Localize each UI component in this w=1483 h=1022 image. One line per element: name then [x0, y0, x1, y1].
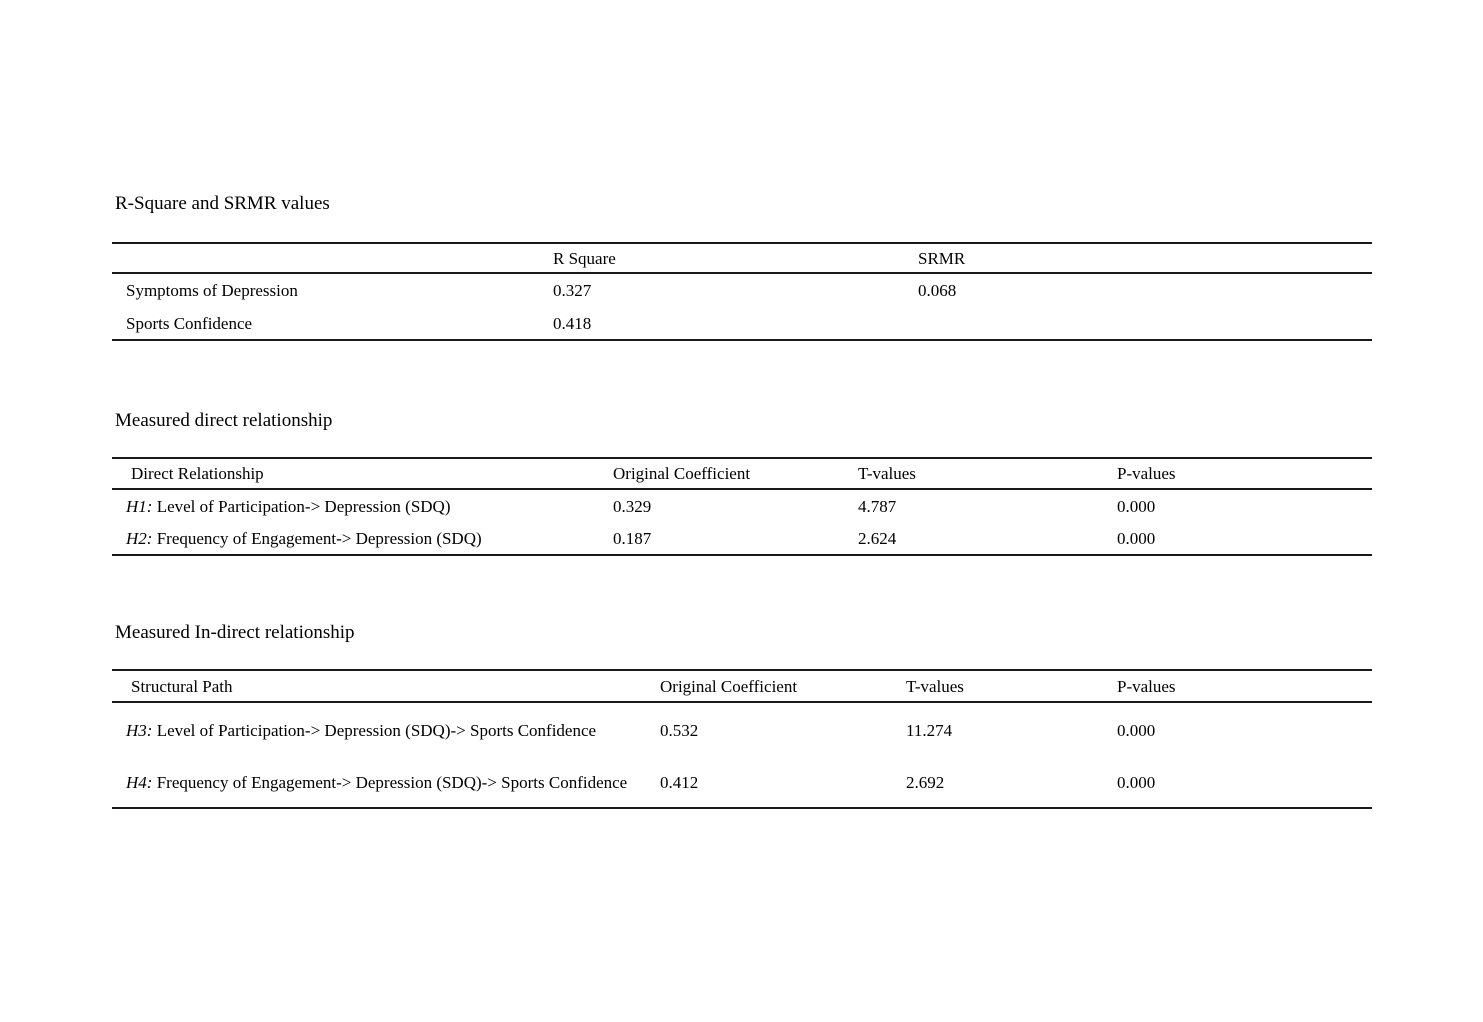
- table-row-h4: [112, 757, 1372, 808]
- hypothesis-text: Frequency of Engagement-> Depression (SDQ): [152, 528, 482, 548]
- section-title-rsquare: R-Square and SRMR values: [115, 193, 330, 214]
- direct-relationship-table: [112, 457, 1372, 556]
- table-row: [112, 307, 1372, 340]
- table-header-row: [112, 243, 1372, 273]
- hypothesis-label: [112, 522, 613, 555]
- hypothesis-id: H2:: [126, 528, 153, 548]
- table-header-row: [112, 458, 1372, 489]
- header-p-values: P-values: [1117, 676, 1176, 696]
- table-row: [112, 273, 1372, 307]
- header-structural-path: Structural Path: [131, 676, 233, 696]
- row-label: Symptoms of Depression: [126, 281, 298, 300]
- srmr-value: [918, 307, 1372, 340]
- header-srmr: SRMR: [918, 248, 966, 268]
- table-row-h1: [112, 489, 1372, 522]
- t-value: 2.692: [906, 772, 945, 792]
- t-value: 2.624: [858, 528, 897, 548]
- hypothesis-id: H3:: [126, 720, 153, 740]
- table-header-row: [112, 670, 1372, 702]
- header-direct-relationship: Direct Relationship: [131, 464, 264, 483]
- hypothesis-label: [112, 757, 660, 808]
- r-square-value: 0.418: [553, 313, 592, 333]
- table-row-h2: [112, 522, 1372, 555]
- p-value: 0.000: [1117, 528, 1156, 548]
- header-t-values: T-values: [858, 464, 916, 483]
- header-original-coefficient: Original Coefficient: [660, 676, 798, 696]
- coefficient-value: 0.532: [660, 720, 699, 740]
- srmr-value: 0.068: [918, 281, 957, 300]
- indirect-relationship-table: [112, 669, 1372, 809]
- header-original-coefficient: Original Coefficient: [613, 464, 751, 483]
- header-t-values: T-values: [906, 676, 964, 696]
- coefficient-value: 0.412: [660, 772, 699, 792]
- hypothesis-text: Level of Participation-> Depression (SDQ)-> Sports Confidence: [152, 720, 597, 740]
- table-row-h3: [112, 702, 1372, 757]
- coefficient-value: 0.329: [613, 496, 652, 516]
- hypothesis-label: [112, 702, 660, 757]
- hypothesis-text: Level of Participation-> Depression (SDQ): [152, 496, 451, 516]
- t-value: 4.787: [858, 496, 897, 516]
- coefficient-value: 0.187: [613, 528, 652, 548]
- section-title-indirect: Measured In-direct relationship: [115, 622, 355, 643]
- header-p-values: P-values: [1117, 464, 1176, 483]
- p-value: 0.000: [1117, 496, 1156, 516]
- p-value: 0.000: [1117, 720, 1156, 740]
- t-value: 11.274: [906, 720, 953, 740]
- header-empty: [112, 243, 553, 273]
- rsquare-srmr-table: [112, 242, 1372, 341]
- hypothesis-id: H4:: [126, 772, 153, 792]
- header-r-square: R Square: [553, 248, 616, 268]
- hypothesis-text: Frequency of Engagement-> Depression (SDQ)-> Sports Confidence: [152, 772, 628, 792]
- section-title-direct: Measured direct relationship: [115, 410, 333, 431]
- hypothesis-id: H1:: [126, 496, 153, 516]
- row-label: Sports Confidence: [126, 313, 253, 333]
- p-value: 0.000: [1117, 772, 1156, 792]
- r-square-value: 0.327: [553, 281, 592, 300]
- hypothesis-label: [112, 489, 613, 522]
